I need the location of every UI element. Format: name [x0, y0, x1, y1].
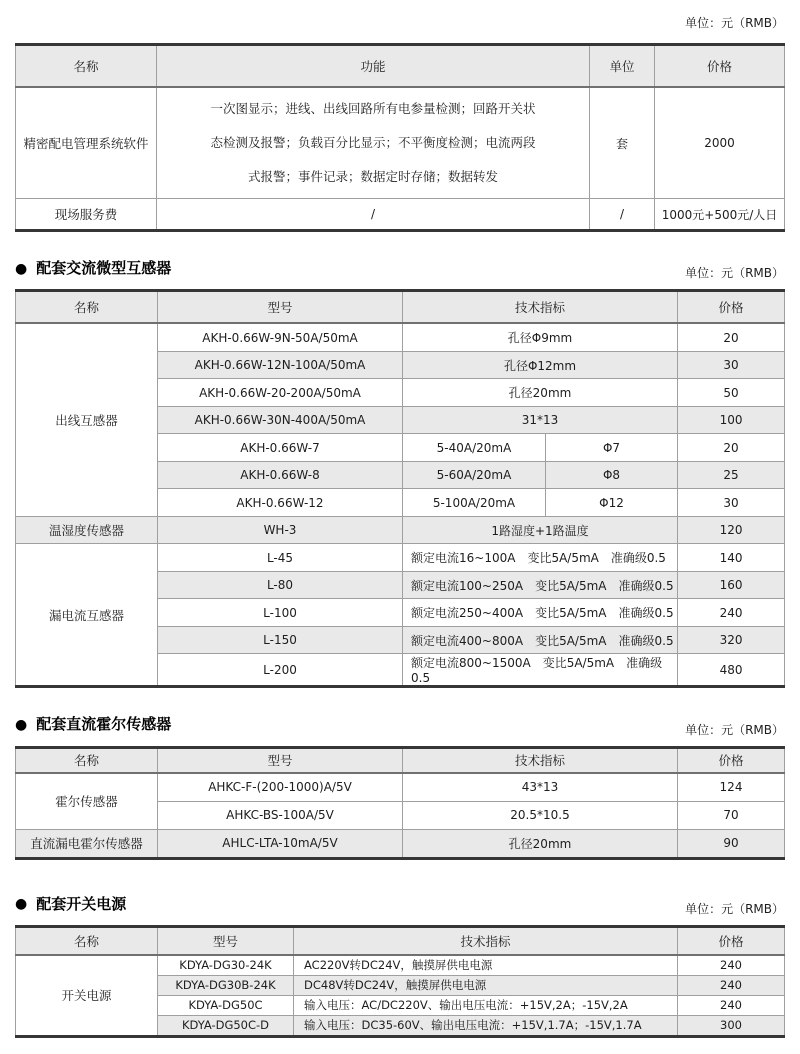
- spec-cell: 43*13: [403, 773, 678, 802]
- function-cell: 一次图显示；进线、出线回路所有电参量检测；回路开关状态检测及报警；负载百分比显示；不平衡度检测；电流两段式报警；事件记录；数据定时存储；数据转发: [157, 87, 590, 199]
- price-cell: 320: [678, 626, 785, 654]
- table-row: [16, 829, 785, 858]
- table-header-row: [16, 45, 785, 88]
- model-cell: AHKC-BS-100A/5V: [158, 801, 403, 829]
- model-cell: AKH-0.66W-20-200A/50mA: [158, 379, 403, 407]
- bullet-icon: ●: [15, 260, 28, 277]
- table-row: [16, 87, 785, 199]
- bullet-icon: ●: [15, 896, 28, 913]
- header-spec: 技术指标: [294, 926, 678, 955]
- price-cell: 30: [678, 489, 785, 517]
- spec-cell: 20.5*10.5: [403, 801, 678, 829]
- section-header-hall-sensors: [15, 715, 784, 737]
- price-cell: 100: [678, 406, 785, 434]
- section-title-text: 配套交流微型互感器: [36, 259, 172, 277]
- name-cell: 温湿度传感器: [16, 516, 158, 544]
- header-price: 价格: [678, 291, 785, 324]
- spec-diameter-cell: Φ7: [546, 434, 678, 462]
- price-cell: 70: [678, 801, 785, 829]
- model-cell: L-45: [158, 544, 403, 572]
- section-title-ac-transformers: [15, 260, 171, 277]
- spec-cell: 1路湿度+1路温度: [403, 516, 678, 544]
- spec-range-cell: 5-60A/20mA: [403, 461, 546, 489]
- price-cell: 240: [678, 975, 785, 995]
- spec-cell: 孔径20mm: [403, 379, 678, 407]
- header-unit: 单位: [590, 45, 655, 88]
- name-cell: 开关电源: [16, 955, 158, 1037]
- spec-cell: 孔径20mm: [403, 829, 678, 858]
- software-price-table: [15, 43, 785, 232]
- table-row: [16, 773, 785, 802]
- spec-cell: 额定电流800~1500A 变比5A/5mA 准确级0.5: [403, 654, 678, 687]
- price-cell: 240: [678, 995, 785, 1015]
- table-row: [16, 199, 785, 231]
- model-cell: AKH-0.66W-7: [158, 434, 403, 462]
- table-row: [16, 544, 785, 572]
- hall-sensor-table: [15, 746, 785, 860]
- section-header-ac-transformers: [15, 259, 784, 281]
- unit-cell: /: [590, 199, 655, 231]
- price-cell: 50: [678, 379, 785, 407]
- table-row: [16, 323, 785, 351]
- table-row: [16, 955, 785, 976]
- model-cell: L-80: [158, 571, 403, 599]
- bullet-icon: ●: [15, 716, 28, 733]
- price-cell: 20: [678, 323, 785, 351]
- spec-cell: 输入电压：AC/DC220V、输出电压电流：+15V,2A；-15V,2A: [294, 995, 678, 1015]
- price-cell: 160: [678, 571, 785, 599]
- model-cell: KDYA-DG30-24K: [158, 955, 294, 976]
- model-cell: L-200: [158, 654, 403, 687]
- header-price: 价格: [678, 747, 785, 773]
- model-cell: AKH-0.66W-9N-50A/50mA: [158, 323, 403, 351]
- header-price: 价格: [655, 45, 785, 88]
- spec-cell: 额定电流100~250A 变比5A/5mA 准确级0.5: [403, 571, 678, 599]
- spec-cell: 31*13: [403, 406, 678, 434]
- power-supply-table: [15, 925, 785, 1038]
- header-name: 名称: [16, 747, 158, 773]
- spec-cell: DC48V转DC24V，触摸屏供电电源: [294, 975, 678, 995]
- price-cell: 25: [678, 461, 785, 489]
- name-cell: 精密配电管理系统软件: [16, 87, 157, 199]
- model-cell: AKH-0.66W-12N-100A/50mA: [158, 351, 403, 379]
- price-cell: 90: [678, 829, 785, 858]
- header-name: 名称: [16, 45, 157, 88]
- function-cell: /: [157, 199, 590, 231]
- price-cell: 140: [678, 544, 785, 572]
- spec-cell: 孔径Φ9mm: [403, 323, 678, 351]
- section-title-hall-sensors: [15, 716, 171, 733]
- model-cell: AKH-0.66W-8: [158, 461, 403, 489]
- spec-cell: 额定电流250~400A 变比5A/5mA 准确级0.5: [403, 599, 678, 627]
- header-price: 价格: [678, 926, 785, 955]
- header-model: 型号: [158, 926, 294, 955]
- section-title-text: 配套开关电源: [36, 894, 127, 913]
- name-cell: 出线互感器: [16, 323, 158, 516]
- spec-cell: 额定电流16~100A 变比5A/5mA 准确级0.5: [403, 544, 678, 572]
- header-spec: 技术指标: [403, 291, 678, 324]
- header-name: 名称: [16, 926, 158, 955]
- spec-diameter-cell: Φ8: [546, 461, 678, 489]
- name-cell: 现场服务费: [16, 199, 157, 231]
- model-cell: WH-3: [158, 516, 403, 544]
- section-title-power-supplies: [15, 896, 126, 913]
- section-title-text: 配套直流霍尔传感器: [36, 715, 172, 734]
- ac-transformer-table: [15, 289, 785, 688]
- table-header-row: [16, 926, 785, 955]
- spec-range-cell: 5-100A/20mA: [403, 489, 546, 517]
- section-header-power-supplies: [15, 894, 784, 916]
- name-cell: 漏电流互感器: [16, 544, 158, 687]
- header-function: 功能: [157, 45, 590, 88]
- model-cell: AKH-0.66W-30N-400A/50mA: [158, 406, 403, 434]
- header-model: 型号: [158, 291, 403, 324]
- header-spec: 技术指标: [403, 747, 678, 773]
- price-cell: 20: [678, 434, 785, 462]
- unit-cell: 套: [590, 87, 655, 199]
- model-cell: AHKC-F-(200-1000)A/5V: [158, 773, 403, 802]
- price-cell: 240: [678, 599, 785, 627]
- price-cell: 124: [678, 773, 785, 802]
- spec-cell: 输入电压：DC35-60V、输出电压电流：+15V,1.7A；-15V,1.7A: [294, 1015, 678, 1036]
- model-cell: KDYA-DG50C-D: [158, 1015, 294, 1036]
- name-cell: 直流漏电霍尔传感器: [16, 829, 158, 858]
- unit-label-top: 单位：元（RMB）: [685, 16, 784, 30]
- header-name: 名称: [16, 291, 158, 324]
- spec-cell: 额定电流400~800A 变比5A/5mA 准确级0.5: [403, 626, 678, 654]
- price-cell: 300: [678, 1015, 785, 1036]
- price-cell: 1000元+500元/人日: [655, 199, 785, 231]
- model-cell: AKH-0.66W-12: [158, 489, 403, 517]
- name-cell: 霍尔传感器: [16, 773, 158, 830]
- table-header-row: [16, 747, 785, 773]
- spec-range-cell: 5-40A/20mA: [403, 434, 546, 462]
- price-cell: 480: [678, 654, 785, 687]
- model-cell: KDYA-DG50C: [158, 995, 294, 1015]
- unit-label: 单位：元（RMB）: [685, 266, 784, 281]
- model-cell: AHLC-LTA-10mA/5V: [158, 829, 403, 858]
- spec-cell: 孔径Φ12mm: [403, 351, 678, 379]
- model-cell: L-100: [158, 599, 403, 627]
- spec-diameter-cell: Φ12: [546, 489, 678, 517]
- table-row: [16, 516, 785, 544]
- price-cell: 30: [678, 351, 785, 379]
- table-header-row: [16, 291, 785, 324]
- header-model: 型号: [158, 747, 403, 773]
- price-cell: 2000: [655, 87, 785, 199]
- model-cell: L-150: [158, 626, 403, 654]
- spec-cell: AC220V转DC24V，触摸屏供电电源: [294, 955, 678, 976]
- unit-label: 单位：元（RMB）: [685, 901, 784, 916]
- unit-label: 单位：元（RMB）: [685, 722, 784, 737]
- price-cell: 240: [678, 955, 785, 976]
- price-cell: 120: [678, 516, 785, 544]
- model-cell: KDYA-DG30B-24K: [158, 975, 294, 995]
